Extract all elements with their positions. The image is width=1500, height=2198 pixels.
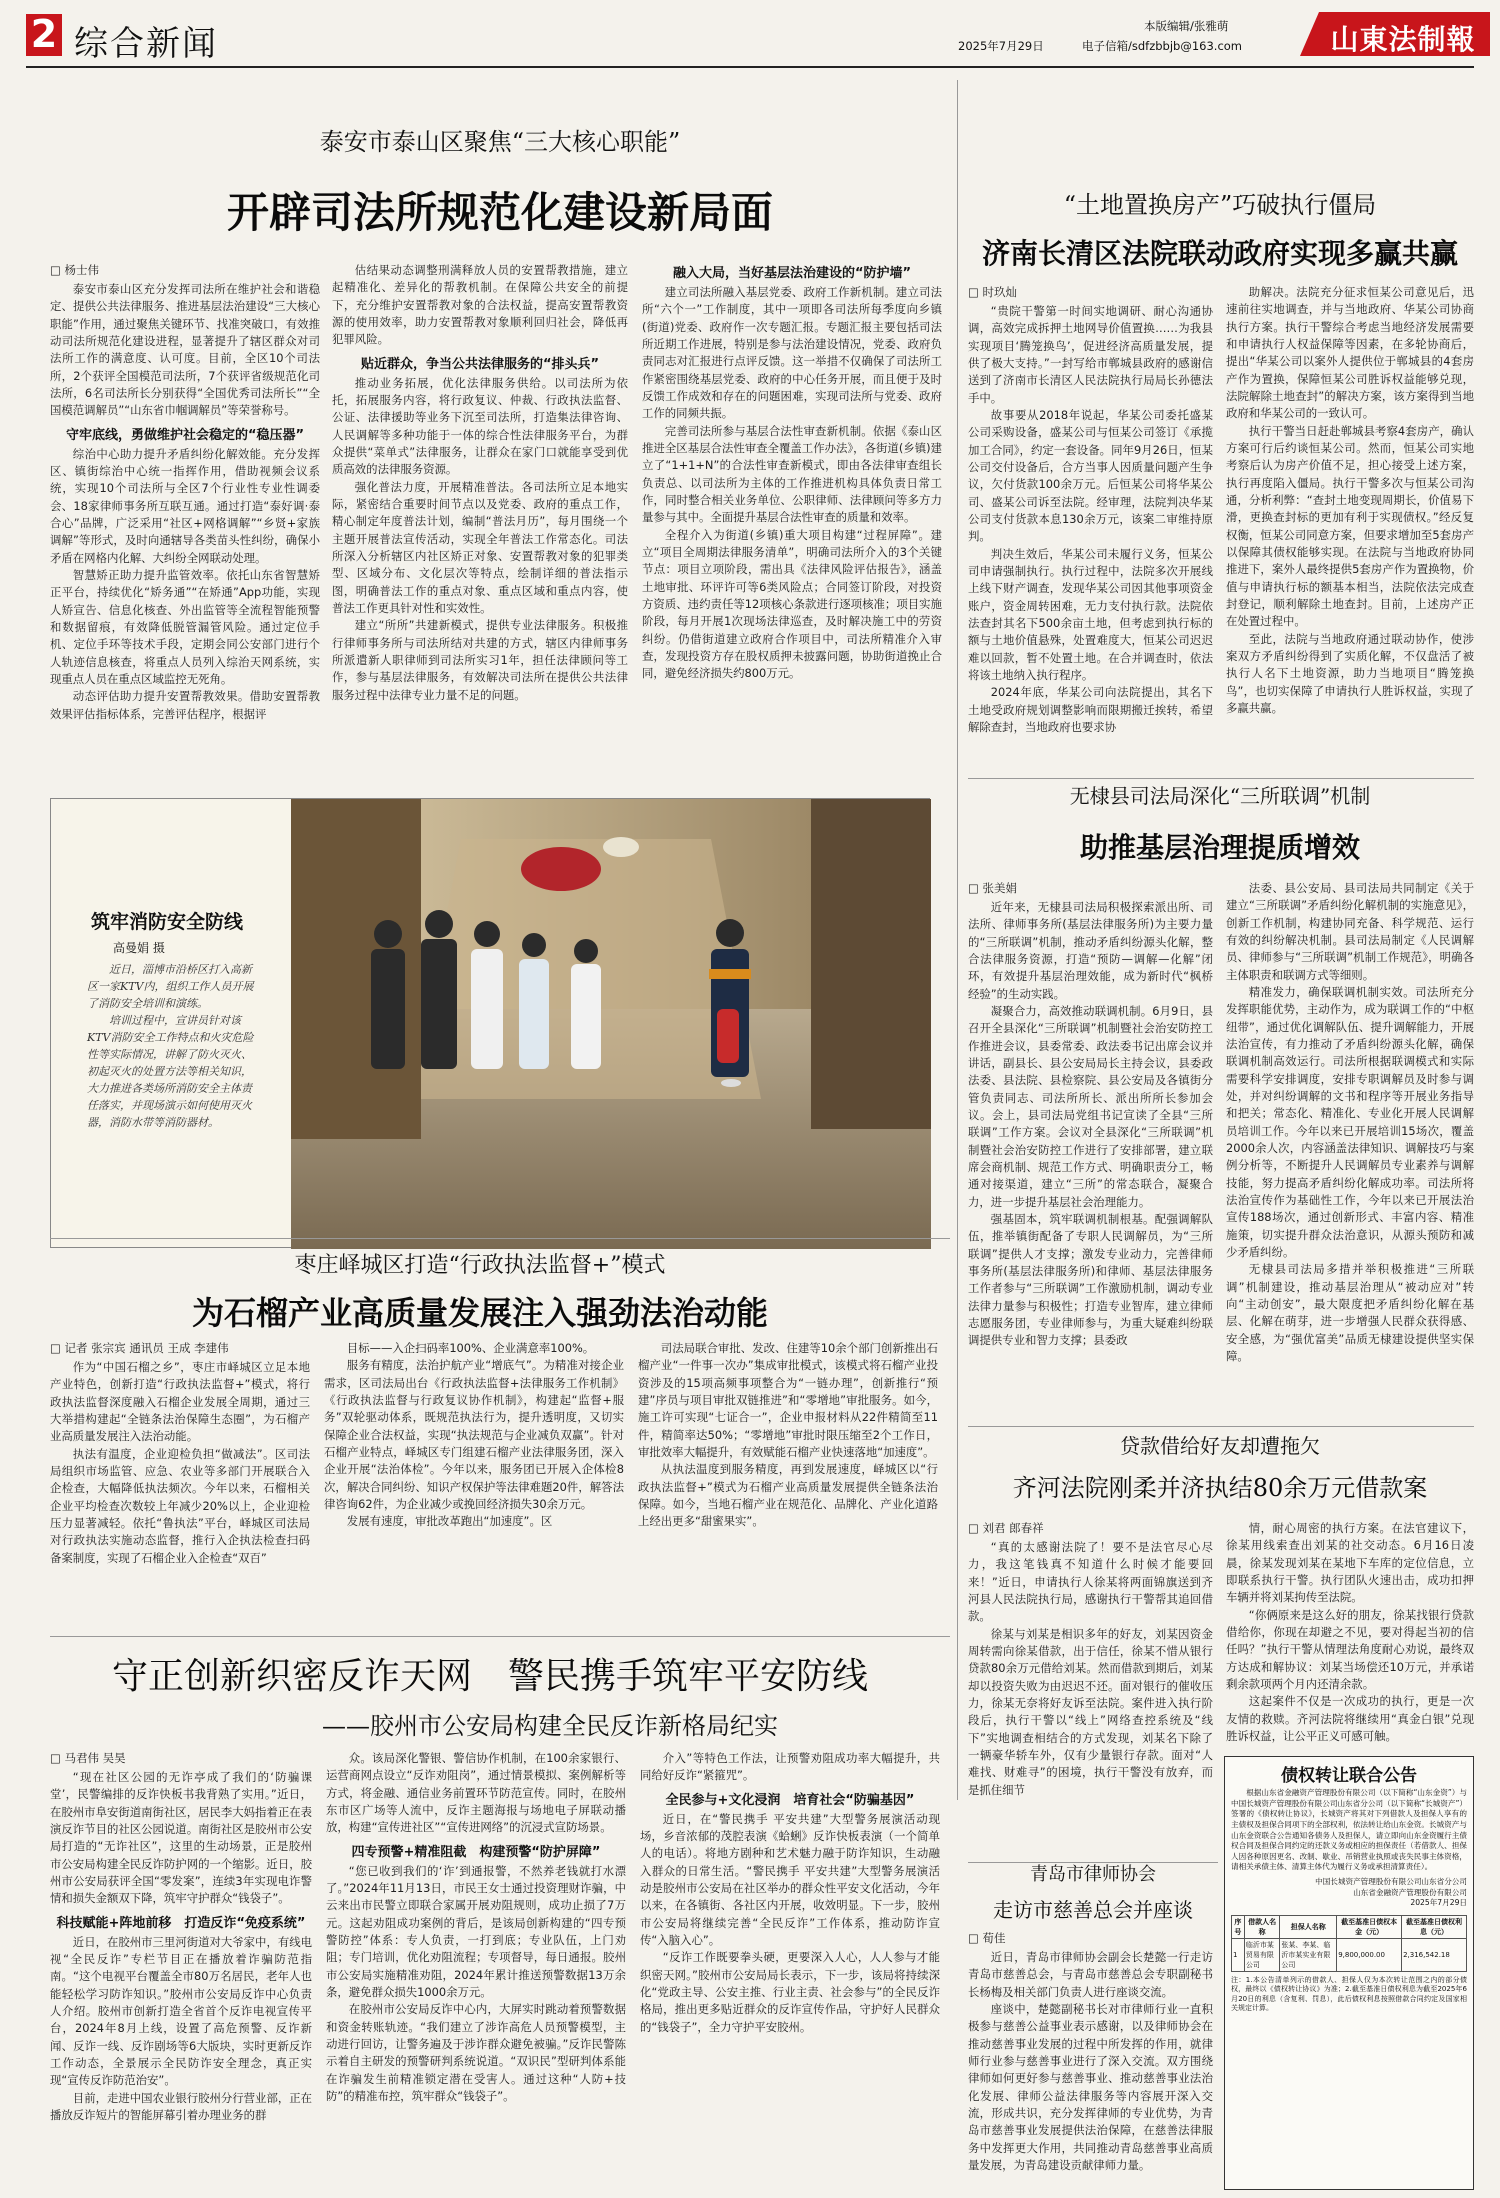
notice-title: 债权转让联合公告: [1281, 1766, 1417, 1786]
a1-col1: [50, 262, 320, 757]
a4-kicker: 枣庄峄城区打造“行政执法监督+”模式: [294, 1253, 666, 1278]
a5-subhead-1: 科技赋能+阵地前移 打造反诈“免疫系统”: [56, 1915, 306, 1931]
a3-byline: □ 张美娟: [968, 880, 1213, 896]
a5-subhead-3: 全民参与+文化浸润 培育社会“防骗基因”: [665, 1792, 915, 1808]
masthead-rule: [26, 66, 1474, 68]
a6-byline: □ 刘君 郎春祥: [968, 1520, 1213, 1536]
a5-subhead-2: 四专预警+精准阻截 构建预警“防护屏障”: [351, 1844, 601, 1860]
a7-headline: 走访市慈善总会并座谈: [993, 1898, 1193, 1922]
notice-th: 序号: [1232, 1915, 1245, 1938]
a5-col2: 众。该局深化警银、警信协作机制，在100余家银行、运营商网点设立“反诈劝阻岗”，通过情景模拟、案例解析等方式，将金融、通信业务前置环节防范宣传。同时，在胶州东市区广场等人流中，反诈主题海报与场地电子屏联动播放，构建“宣传进社区”“宣传进网络”的沉浸式宣防场景。 四专预警+精准阻截 构建预警“防护屏障” “您已收到我们的‘诈’到通报警，不然养老钱就打水漂了。”2024年11月13日，市民王女士通过投资理财诈骗，中云来出市民警立即联合家属开展劝阻规则，成功止损了7万元。这起劝阻成功案例的背后，是该局创新构建的“四专预警防控”体系：专人负责，一打到底；专业队伍，上门劝阻；专门培训，优化劝阻流程；专项督导，每日通报。胶州市公安局实施精准劝阻，2024年累计推送预警数据13万余条，避免群众损失1000余万元。 在胶州市公安局反诈中心内，大屏实时跳动着预警数据和资金转账轨迹。“我们建立了涉诈高危人员预警模型，主动进行回访，让警务遍及于涉诈群众避免被骗。”反诈民警陈示着自主研发的预警研判系统说道。“双识民”型研判体系能在诈骗发生前精准锁定潜在受害人。通过这种“人防+技防”的精准布控，筑牢群众“钱袋子”。: [326, 1751, 626, 2103]
notice-footnote: 注：1.本公告清单列示的借款人、担保人仅为本次转让范围之内的部分债权，最终以《债权转让协议》为准；2.截至基准日债权利息为截至2025年6月20日的利息（含复利、罚息），此后债权利息按照借款合同约定及国家相关规定计算。: [1231, 1975, 1467, 2013]
a7-body: □ 荀佳 近日，青岛市律师协会副会长楚懿一行走访青岛市慈善总会，与青岛市慈善总会专职副秘书长杨梅及相关部门负责人进行座谈交流。 座谈中，楚懿副秘书长对市律师行业一直积极参与慈善公益事业表示感谢，以及律师协会在推动慈善事业发展的过程中所发挥的作用，就律师行业参与慈善事业进行了深入交流。双方围绕律师如何更好参与慈善事业、推动慈善事业法治化发展、律师公益法律服务等内容展开深入交流，形成共识，充分发挥律师的专业优势，为青岛市慈善事业发展提供法治保障，在慈善法律服务中发挥更大作用，共同推动青岛慈善事业高质量发展，为青岛建设贡献律师力量。: [968, 1930, 1213, 2190]
a3-col2: 法委、县公安局、县司法局共同制定《关于建立“三所联调”矛盾纠纷化解机制的实施意见》，创新工作机制，构建协同充备、科学规范、运行有效的纠纷解决机制。县司法局制定《人民调解员、律师参与“三所联调”机制工作规范》，明确各主体职责和联调方式等细则。 精准发力，确保联调机制实效。司法所充分发挥职能优势，主动作为，成为联调工作的“中枢纽带”，通过优化调解队伍、提升调解能力，开展法治宣传，有力推动了矛盾纠纷源头化解，确保联调机制高效运行。司法所根据联调模式和实际需要科学安排调度，安排专职调解员及时参与调处，并对纠纷调解的文书和程序等开展业务指导和把关；常态化、精准化、专业化开展人民调解员培训工作。今年以来已开展培训15场次，覆盖2000余人次，内容涵盖法律知识、调解技巧与案例分析等，不断提升人民调解员专业素养与调解技能，努力提高矛盾纠纷化解成功率。司法所将法治宣传作为基础性工作，今年以来已开展法治宣传188场次，通过创新形式、丰富内容、精准施策，切实提升群众法治意识，从源头预防和减少矛盾纠纷。 无棣县司法局多措并举积极推进“三所联调”机制建设，推动基层治理从“被动应对”转向“主动创安”，最大限度把矛盾纠纷化解在基层、化解在萌芽，进一步增强人民群众获得感、安全感，为“强优富美”品质无棣建设提供坚实保障。: [1226, 881, 1474, 1363]
notice-th: 截至基准日债权本金（元）: [1337, 1915, 1402, 1938]
a4-col1: □ 记者 张宗宾 通讯员 王成 李建伟 作为“中国石榴之乡”，枣庄市峄城区立足本地产业特色，创新打造“行政执法监督+”模式，将行政执法监督深度融入石榴企业发展全周期，通过三大举措构建起“全链条法治保障生态圈”，为石榴产业高质量发展注入法治动能。 执法有温度，企业迎检负担“做减法”。区司法局组织市场监管、应急、农业等多部门开展联合入企检查，大幅降低执法频次。今年以来，石榴相关企业平均检查次数较上年减少20%以上，企业迎检压力显著减轻。依托“鲁执法”平台，峄城区司法局对行政执法实施动态监督，推行入企执法检查扫码备案制度，实现了石榴企业入企检查“双百”: [50, 1340, 310, 1635]
notice-body: 根据山东省金融资产管理股份有限公司（以下简称“山东金资”）与中国长城资产管理股份有限公司山东省分公司（以下简称“长城资产”）签署的《债权转让协议》，长城资产将其对下列借款人及担保人享有的主债权及担保合同项下的全部权利，依法转让给山东金资。长城资产与山东金资联合公告通知各债务人及担保人，请立即向山东金资履行主债权合同及担保合同约定的还款义务或相应的担保责任（若借款人、担保人因各种原因更名、改制、歇业、吊销营业执照或丧失民事主体资格，请相关承债主体、清算主体代为履行义务或承担清算责任）。: [1231, 1788, 1467, 1872]
a7-byline: □ 荀佳: [968, 1930, 1213, 1946]
notice-th: 借款人名称: [1244, 1915, 1280, 1938]
masthead: [0, 0, 1500, 66]
photo-block: [50, 798, 930, 1248]
photo-byline: 高曼娟 摄: [113, 941, 165, 955]
a4-a5-divider: [50, 1636, 950, 1637]
editor: 本版编辑/张雅萌: [1144, 19, 1229, 33]
a3-col1: □ 张美娟 近年来，无棣县司法局积极探索派出所、司法所、律师事务所(基层法律服务所)为主要力量的“三所联调”机制，推动矛盾纠纷源头化解，整合法律服务资源，打造“预防—调解—化解”闭环，有效提升基层治理效能，成为新时代“枫桥经验”的生动实践。 凝聚合力，高效推动联调机制。6月9日，县召开全县深化“三所联调”机制暨社会治安防控工作推进会议，县委常委、政法委书记出席会议并讲话，副县长、县公安局局长主持会议，县委政法委、县法院、县检察院、县公安局及各镇街分管负责同志、司法所所长、派出所所长参加会议。会上，县司法局党组书记宣读了全县“三所联调”工作方案。会议对全县深化“三所联调”机制暨社会治安防控工作进行了安排部署，建立联席会商机制、规范工作方式、明确职责分工，畅通对接渠道，建立“三所”的常态联合，凝聚合力，进一步提升基层社会治理能力。 强基固本，筑牢联调机制根基。配强调解队伍，推举镇街配备了专职人民调解员，为“三所联调”提供人才支撑；激发专业动力，完善律师事务所(基层法律服务所)和律师、基层法律服务工作者参与“三所联调”工作激励机制，调动专业法律力量参与积极性；打造专业智库，建立律师志愿服务团，专业律师参与，为重大疑难纠纷联调提供专业和智力支撑；县委政: [968, 880, 1213, 1425]
notice-signature-right: 山东省金融资产管理股份有限公司: [1353, 1887, 1467, 1897]
a4-col2: 目标——入企扫码率100%、企业满意率100%。 服务有精度，法治护航产业“增底气”。为精准对接企业需求，区司法局出台《行政执法监督+法律服务工作机制》《行政执法监督与行政复议协作机制》，构建起“监督+服务”双轮驱动体系，既规范执法行为，提升透明度，又切实保障企业合法权益，实现“执法规范与企业减负双赢”。针对石榴产业特点，峄城区专门组建石榴产业法律服务团，深入企业开展“法治体检”。今年以来，服务团已开展入企体检8次，解决合同纠纷、知识产权保护等法律难题20件，解答法律咨询62件，为企业减少或挽回经济损失30余万元。 发展有速度，审批改革跑出“加速度”。区: [324, 1341, 624, 1529]
fire-drill-photo: [291, 799, 931, 1249]
a2-col1: □ 时玖灿 “贵院干警第一时间实地调研、耐心沟通协调，高效完成拆押土地网导价值置换……为我县实现项目‘腾笼换鸟’，促进经济高质量发展，提供了极大支持。”一封写给市郸城县政府的感谢信送到了济南市长清区人民法院执行局局长孙德法手中。 故事要从2018年说起，华某公司委托盛某公司采购设备，盛某公司与恒某公司签订《承揽加工合同》，约定一套设备。同年9月26日，恒某公司交付设备后，合方当事人因质量问题产生争议，欠付货款100余万元。后恒某公司将华某公司、盛某公司诉至法院。经审理，法院判决华某公司支付货款本息130余万元，该案二审维持原判。 判决生效后，华某公司未履行义务，恒某公司申请强制执行。执行过程中，法院多次开展线上线下财产调查，发现华某公司因其他事项资金账户，资金周转困难，无力支付执行款。法院依法查封其名下500余亩土地，但考虑到执行标的额与土地价值悬殊，处置难度大，恒某公司迟迟难以回款，暂不处置土地。在合并调查时，依法将该土地纳入执行程序。 2024年底，华某公司向法院提出，其名下土地受政府规划调整影响而限期搬迁挨转，希望解除查封，当地政府也要求协: [968, 284, 1213, 779]
a4-byline: □ 记者 张宗宾 通讯员 王成 李建伟: [50, 1340, 310, 1356]
photo-a4-divider: [50, 1238, 950, 1239]
page-number: 2: [30, 12, 58, 56]
a5-col3: 介入”等特色工作法，让预警劝阻成功率大幅提升，共同给好反诈“紧箍咒”。 全民参与+文化浸润 培育社会“防骗基因” 近日，在“警民携手 平安共建”大型警务展演活动现场，乡音浓郁的茂腔表演《蛤蜊》反诈快板表演（一个简单人的电话）。将地方剧种和艺术魅力融于防诈知识，生动融入群众的日常生活。“警民携手 平安共建”大型警务展演活动是胶州市公安局在社区举办的群众性平安文化活动，今年以来，在各镇街、各社区内开展，收效明显。下一步，胶州市公安局将继续完善“全民反诈”工作体系，推动防诈宣传“入脑入心”。 “反诈工作既要拳头硬，更要深入人心，人人参与才能织密天网。”胶州市公安局局长表示，下一步，该局将持续深化“党政主导、公安主推、行业主责、社会参与”的全民反诈格局，推出更多贴近群众的反诈宣传作品，守护好人民群众的“钱袋子”，全力守护平安胶州。: [640, 1751, 940, 2034]
a5-headline: 守正创新织密反诈天网 警民携手筑牢平安防线: [111, 1656, 868, 1697]
a6-kicker: 贷款借给好友却遭拖欠: [1120, 1434, 1320, 1458]
a1-subhead-1: 守牢底线，勇做维护社会稳定的“稳压器”: [65, 427, 305, 443]
a6-col2: 情，耐心周密的执行方案。在法官建议下，徐某用线索查出刘某的社交动态。6月16日凌晨，徐某发现刘某在某地下车库的定位信息，立即联系执行干警。执行团队火速出击，成功扣押车辆并将刘某拘传至法院。 “你俩原来是这么好的朋友，徐某找银行贷款借给你，你现在却避之不见，要对得起当初的信任吗？”执行干警从情理法角度耐心劝说，最终双方达成和解协议：刘某当场偿还10万元，并承诺剩余款项两个月内还清余款。 这起案件不仅是一次成功的执行，更是一次友情的救赎。齐河法院将继续用“真金白银”兑现胜诉权益，让公平正义可感可触。: [1226, 1521, 1474, 1743]
debt-transfer-notice: [1224, 1756, 1474, 2190]
issue-date: 2025年7月29日: [958, 39, 1044, 53]
section-title: 综合新闻: [74, 24, 218, 64]
a6-headline: 齐河法院刚柔并济执结80余万元借款案: [1012, 1474, 1428, 1502]
a2-col2: 助解决。法院充分征求恒某公司意见后，迅速前往实地调查，并与当地政府、华某公司协商执行方案。执行干警综合考虑当地经济发展需要和申请执行人权益保障等因素，在多轮协商后，提出“华某公司以案外人提供位于郸城县的4套房产作为置换，保障恒某公司胜诉权益能够兑现，法院解除土地查封”的解决方案，该方案得到当地政府和华某公司的一致认可。 执行干警当日赶赴郸城县考察4套房产，确认方案可行后约谈恒某公司。然而，恒某公司实地考察后认为房产价值不足，担心接受上述方案，执行再度陷入僵局。执行干警多次与恒某公司沟通，分析利弊：“查封土地变现周期长，价值易下滑，更换查封标的更加有利于实现债权。”经反复权衡，恒某公司同意方案，但要求增加至5套房产以保障其债权能够实现。在法院与当地政府协同推进下，案外人最终提供5套房产作为置换物，价值与申请执行标的额基本相当，法院依法完成查封登记，顺利解除土地查封。目前，上述房产正在处置过程中。 至此，法院与当地政府通过联动协作，使涉案双方矛盾纠纷得到了实质化解，不仅盘活了被执行人名下土地资源，助力当地项目“腾笼换鸟”，也切实保障了申请执行人胜诉权益，实现了多赢共赢。: [1226, 285, 1474, 715]
a5-subhead: ——胶州市公安局构建全民反诈新格局纪实: [322, 1712, 778, 1740]
a1-body-1b: 综治中心助力提升矛盾纠纷化解效能。充分发挥区、镇街综治中心统一指挥作用，借助视频会议系统，实现10个司法所与全区7个行业性专业性调委会、18家律师事务所互联互通。通过打造“泰好调·泰合心”品牌，广泛采用“社区+网格调解”“乡贤+家族调解”等形式，及时向通辖导各类苗头性纠纷，确保小矛盾在网格内化解、大纠纷全网联动处理。 智慧矫正助力提升监管效率。依托山东省智慧矫正平台，持续优化“矫务通”“在矫通”App功能，实现人矫宣告、信息化核查、外出监管等全流程智能预警和数据留痕，有效降低脱管漏管风险。通过定位手机、定位手环等技术手段，定期会同公安部门进行个人轨迹信息核查，将重点人员列入综治天网系统，实现重点人员在重点区域监控无死角。 动态评估助力提升安置帮教效果。借助安置帮教效果评估指标体系，完善评估程序，根据评: [50, 446, 320, 721]
a5-col1: □ 马君伟 吴昊 “现在社区公园的无诈亭成了我们的‘防骗课堂’，民警编排的反诈快板书我背熟了实用。”近日，在胶州市阜安街道南街社区，居民李大妈指着正在表演反诈节目的社区公园说道。南街社区是胶州市公安局打造的“无诈社区”，这里的生动场景，正是胶州市公安局构建全民反诈防护网的一个缩影。近日，胶州市公安局获评全国“零发案”，连续3年实现电诈警情和损失金额双下降，筑牢守护群众“钱袋子”。 科技赋能+阵地前移 打造反诈“免疫系统” 近日，在胶州市三里河街道对大爷家中，有线电视“全民反诈”专栏节目正在播放着诈骗防范指南。“这个电视平台覆盖全市80万名居民，老年人也能轻松学习防诈知识。”胶州市公安局反诈中心负责人介绍。胶州市创新打造全省首个反诈电视宣传平台，2024年8月上线，设置了高危预警、反诈新闻、反诈一线、反诈剧场等6大版块，实时更新反诈工作动态，全景展示全民防诈安全理念，真正实现“宣传反诈防范治安”。 目前，走进中国农业银行胶州分行营业部，正在播放反诈短片的智能屏幕引着办理业务的群: [50, 1750, 312, 2190]
a3-kicker: 无棣县司法局深化“三所联调”机制: [1069, 784, 1371, 808]
a1-headline: 开辟司法所规范化建设新局面: [226, 188, 773, 237]
a1-body-1: 泰安市泰山区充分发挥司法所在维护社会和谐稳定、提供公共法律服务、推进基层法治建设“三大核心职能”作用，通过聚焦关键环节、找准突破口，有效推动司法所规范化建设进程，显著提升了辖区群众对司法所工作的满意度、认可度。目前，全区10个司法所，2个获评全国模范司法所，7个获评省级规范化司法所，6名司法所长分别获得“全国优秀司法所长”“全国模范调解员”“山东省巾帼调解员”等荣誉称号。: [50, 282, 320, 418]
a4-col3: 司法局联合审批、发改、住建等10余个部门创新推出石榴产业“一件事一次办”集成审批模式，该模式将石榴产业投资涉及的15项高频事项整合为“一链办理”，创新推行“预建”序员与项目审批双链推进”和“零增地”审批服务。如今，施工许可实现“七证合一”，企业申报材料从22件精简至11件，精简率达50%；“零增地”审批时限压缩至2个工作日，审批效率大幅提升，有效赋能石榴产业快速落地“加速度”。 从执法温度到服务精度，再到发展速度，峄城区以“行政执法监督+”模式为石榴产业高质量发展提供全链条法治保障。如今，当地石榴产业在规范化、品牌化、产业化道路上经出更多“甜蜜果实”。: [638, 1341, 938, 1529]
a4-headline: 为石榴产业高质量发展注入强劲法治动能: [191, 1294, 768, 1332]
a1-subhead-2: 贴近群众，争当公共法律服务的“排头兵”: [360, 356, 600, 372]
a1-col3: 融入大局，当好基层法治建设的“防护墙” 建立司法所融入基层党委、政府工作新机制。建立司法所“六个一”工作制度，其中一项即各司法所每季度向乡镇(街道)党委、政府作一次专题汇报。专题汇报主要包括司法所近期工作进展，特别是参与法治建设情况，党委、政府负责同志对汇报进行点评反馈。这一举措不仅确保了司法所工作紧密围绕基层党委、政府的中心任务开展，而且便于及时反馈工作成效和存在的问题困难，实现司法所与党委、政府工作的同频共振。 完善司法所参与基层合法性审查新机制。依据《泰山区推进全区基层合法性审查全覆盖工作办法》，各街道(乡镇)建立了“1+1+N”的合法性审查新模式，即由各法律审查组长负责总、以司法所为主体的工作推进机构具体负责日常工作，同时整合相关业务单位、公职律师、法律顾问等多方力量参与其中。全面提升基层合法性审查的质量和效率。 全程介入为街道(乡镇)重大项目构建“过程屏障”。建立“项目全周期法律服务清单”，明确司法所介入的3个关键节点：项目立项阶段，需出具《法律风险评估报告》，涵盖土地审批、环评许可等6类风险点；合同签订阶段，对投资方资质、违约责任等12项核心条款进行逐项核准；项目实施阶段，每月开展1次现场法律巡查，及时解决施工中的劳资纠纷。仍借街道建立政府合作项目中，司法所精准介入审查，发现投资方存在股权质押未披露问题，协助街道挽止合同，避免经济损失约800万元。: [642, 262, 942, 757]
notice-table: [1231, 1915, 1467, 1972]
a2-a3-divider: [968, 778, 1474, 779]
a1-subhead-3: 融入大局，当好基层法治建设的“防护墙”: [672, 266, 912, 281]
a3-headline: 助推基层治理提质增效: [1079, 831, 1360, 864]
a1-kicker: 泰安市泰山区聚焦“三大核心职能”: [319, 128, 681, 156]
notice-signature-left: 中国长城资产管理股份有限公司山东省分公司: [1315, 1877, 1467, 1886]
a2-byline: □ 时玖灿: [968, 284, 1213, 300]
a2-headline: 济南长清区法院联动政府实现多赢共赢: [981, 237, 1458, 270]
a5-byline: □ 马君伟 吴昊: [50, 1750, 312, 1766]
notice-th: 截至基准日债权利息（元）: [1402, 1915, 1467, 1938]
table-row: 1 临沂市某贸易有限公司 张某、李某、临沂市某实业有限公司 9,800,000.00 2,316,542.18: [1232, 1938, 1467, 1971]
column-divider: [957, 80, 958, 1800]
a6-col1: □ 刘君 郎春祥 “真的太感谢法院了！要不是法官尽心尽力，我这笔钱真不知道什么时候才能要回来！”近日，申请执行人徐某将两面锦旗送到齐河县人民法院执行局，感谢执行干警帮其追回借款。 徐某与刘某是相识多年的好友，刘某因资金周转需向徐某借款，出于信任，徐某不惜从银行贷款80余万元借给刘某。然而借款到期后，刘某却以投资失败为由迟迟不还。面对银行的催收压力，徐某无奈将好友诉至法院。案件进入执行阶段后，执行干警以“线上”网络查控系统及“线下”实地调查相结合的方式发现，刘某名下除了一辆豪华轿车外，仅有少量银行存款。面对“人难找、财难寻”的困境，执行干警没有放弃，而是抓住细节: [968, 1520, 1213, 1860]
a2-kicker: “土地置换房产”巧破执行僵局: [1063, 191, 1377, 219]
email: 电子信箱/sdfzbbjb@163.com: [1082, 39, 1243, 53]
photo-caption: 近日，淄博市沿桥区打入高新区一家KTV内，组织工作人员开展了消防安全培训和演练。 培训过程中，宣讲员针对该KTV消防安全工作特点和火灾危险性等实际情况，讲解了防火灭火、初起灭火的处置方法等相关知识，大力推进各类场所消防安全主体责任落实，并现场演示如何使用灭火器，消防水带等消防器材。: [87, 963, 254, 1130]
photo-title: 筑牢消防安全防线: [91, 911, 244, 933]
a1-byline: □ 杨士伟: [50, 262, 320, 278]
a3-a6-divider: [968, 1426, 1474, 1427]
a1-col2: 估结果动态调整刑满释放人员的安置帮教措施，建立起精准化、差异化的帮教机制。在保障公共安全的前提下，充分维护安置帮教对象的合法权益，提高安置帮教资源的使用效率，助力安置帮教对象顺利回归社会，降低再犯罪风险。 贴近群众，争当公共法律服务的“排头兵” 推动业务拓展，优化法律服务供给。以司法所为依托，拓展服务内容，将行政复议、仲裁、行政执法监督、公证、法律援助等业务下沉至司法所，打造集法律咨询、人民调解等多种功能于一体的综合性法律服务平台，为群众提供“菜单式”法律服务，让群众在家门口就能享受到优质高效的法律服务资源。 强化普法力度，开展精准普法。各司法所立足本地实际，紧密结合重要时间节点以及党委、政府的重点工作，精心制定年度普法计划，编制“普法月历”，每月围绕一个主题开展普法宣传活动，实现全年普法工作常态化。司法所深入分析辖区内社区矫正对象、安置帮教对象的犯罪类型、区域分布、文化层次等特点，绘制详细的普法指示图，明确普法工作的重点对象、重点区域和重点内容，使普法工作更具针对性和实效性。 建立“所所”共建新模式，提供专业法律服务。积极推行律师事务所与司法所结对共建的方式，辖区内律师事务所派遣新人职律师到司法所实习1年，担任法律顾问等工作，参与基层法律服务，有效解决司法所在提供公共法律服务过程中法律专业力量不足的问题。: [332, 263, 628, 702]
paper-name: 山東法制報: [1330, 23, 1476, 56]
a7-kicker: 青岛市律师协会: [1030, 1864, 1156, 1885]
notice-th: 担保人名称: [1280, 1915, 1337, 1938]
notice-date: 2025年7月29日: [1410, 1898, 1467, 1908]
